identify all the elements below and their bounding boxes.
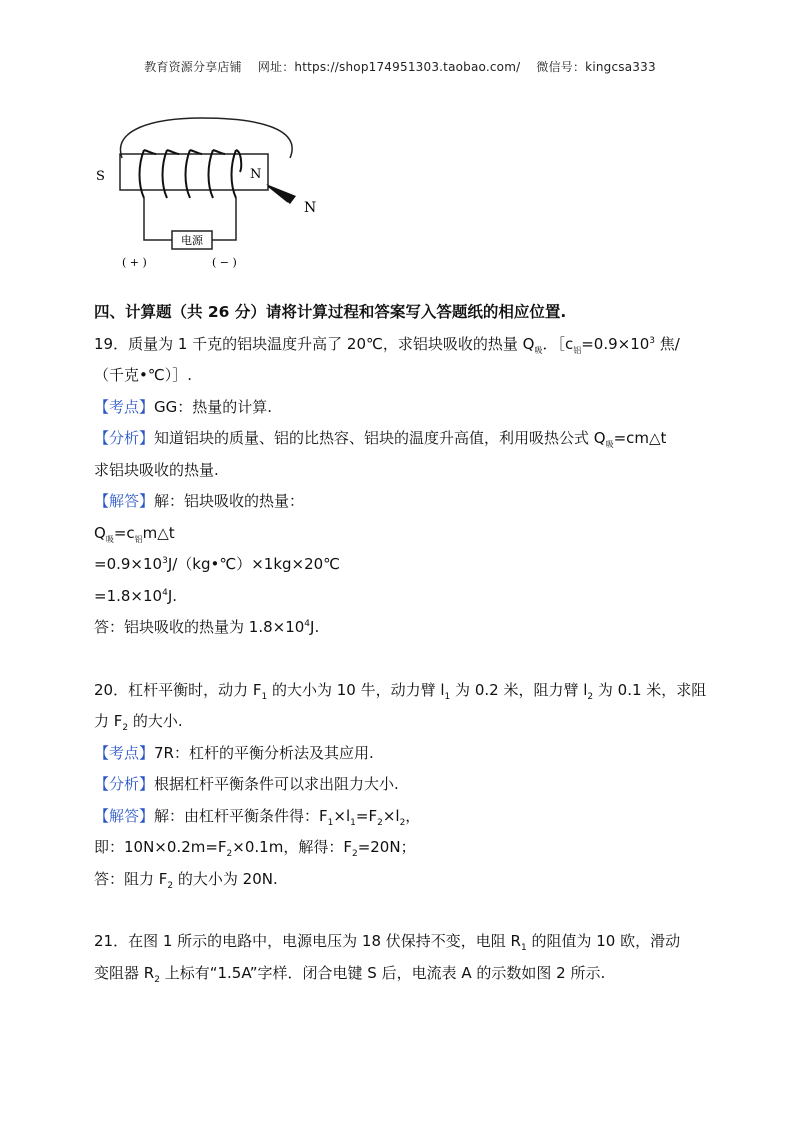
shop-url: 网址：https://shop174951303.taobao.com/	[257, 60, 521, 74]
section-title: 四、计算题（共 26 分）请将计算过程和答案写入答题纸的相应位置.	[94, 303, 567, 321]
q20-jieda: 【解答】解：由杠杆平衡条件得：$F_1\times l_1=F_2\times l_2$，	[94, 806, 421, 828]
q19-stem-line2: （千克•℃）］.	[94, 366, 192, 384]
compass-needle	[266, 184, 296, 204]
q20-answer: 答：阻力 $F_2$ 的大小为 20N.	[94, 869, 278, 891]
coil-windings	[140, 150, 242, 198]
q19-eq3: $=1.8\times 10^4J$.	[94, 586, 178, 605]
q19-eq1: $Q_吸=c_铝m\triangle t$	[94, 523, 175, 544]
wechat-id: 微信号：kingcsa333	[536, 60, 656, 74]
q21-stem: 21．在图 1 所示的电路中，电源电压为 18 伏保持不变，电阻 $R_1$ 的阻值为 10 欧，滑动	[94, 932, 681, 953]
n-pole-label: N	[250, 167, 262, 182]
q19-fenxi: 【分析】知道铝块的质量、铝的比热容、铝块的温度升高值，利用吸热公式 $Q_吸=cm\triangle t$	[94, 429, 667, 449]
iron-core	[120, 154, 268, 190]
needle-n-label: N	[304, 200, 317, 216]
field-line	[120, 118, 292, 158]
q20-stem-line2: 力 $F_2$ 的大小.	[94, 712, 183, 733]
solenoid-diagram	[92, 110, 352, 270]
power-source-label: 电源	[181, 234, 203, 247]
q19-fenxi-line2: 求铝块吸收的热量.	[94, 460, 219, 479]
plus-label: ( + )	[122, 256, 147, 269]
page-header	[0, 58, 800, 75]
solenoid-figure	[92, 110, 352, 270]
minus-label: ( − )	[212, 256, 237, 269]
q19-jieda: 【解答】解：铝块吸收的热量：	[94, 492, 305, 510]
q20-eq: 即：$10N\times 0.2m=F_2\times 0.1m$，解得：$F_2=20N$；	[94, 838, 416, 859]
q20-stem: 20．杠杆平衡时，动力 $F_1$ 的大小为 10 牛，动力臂 $l_1$ 为 0.2 米，阻力臂 $l_2$ 为 0.1 米，求阻	[94, 680, 707, 702]
q19-kaodian: 【考点】GG：热量的计算.	[94, 397, 273, 416]
q19-eq2: $=0.9\times 10^3J/(kg•℃)\times 1kg\times 20℃$	[94, 555, 341, 573]
q20-fenxi: 【分析】根据杠杆平衡条件可以求出阻力大小.	[94, 775, 399, 793]
s-pole-label: S	[96, 169, 105, 184]
shop-name: 教育资源分享店铺	[144, 60, 242, 74]
q20-kaodian: 【考点】7R：杠杆的平衡分析法及其应用.	[94, 743, 374, 762]
document-body	[94, 297, 714, 989]
q19-stem: 19．质量为 1 千克的铝块温度升高了 20℃，求铝块吸收的热量 $Q_吸$．$[c_铝=0.9\times 10^3$ 焦/	[94, 334, 680, 355]
q19-answer: 答：铝块吸收的热量为 $1.8\times 10^4J$.	[94, 618, 320, 636]
q21-stem-line2: 变阻器 $R_2$ 上标有“1.5A”字样．闭合电键 S 后，电流表 A 的示数如图 2 所示.	[94, 963, 606, 985]
